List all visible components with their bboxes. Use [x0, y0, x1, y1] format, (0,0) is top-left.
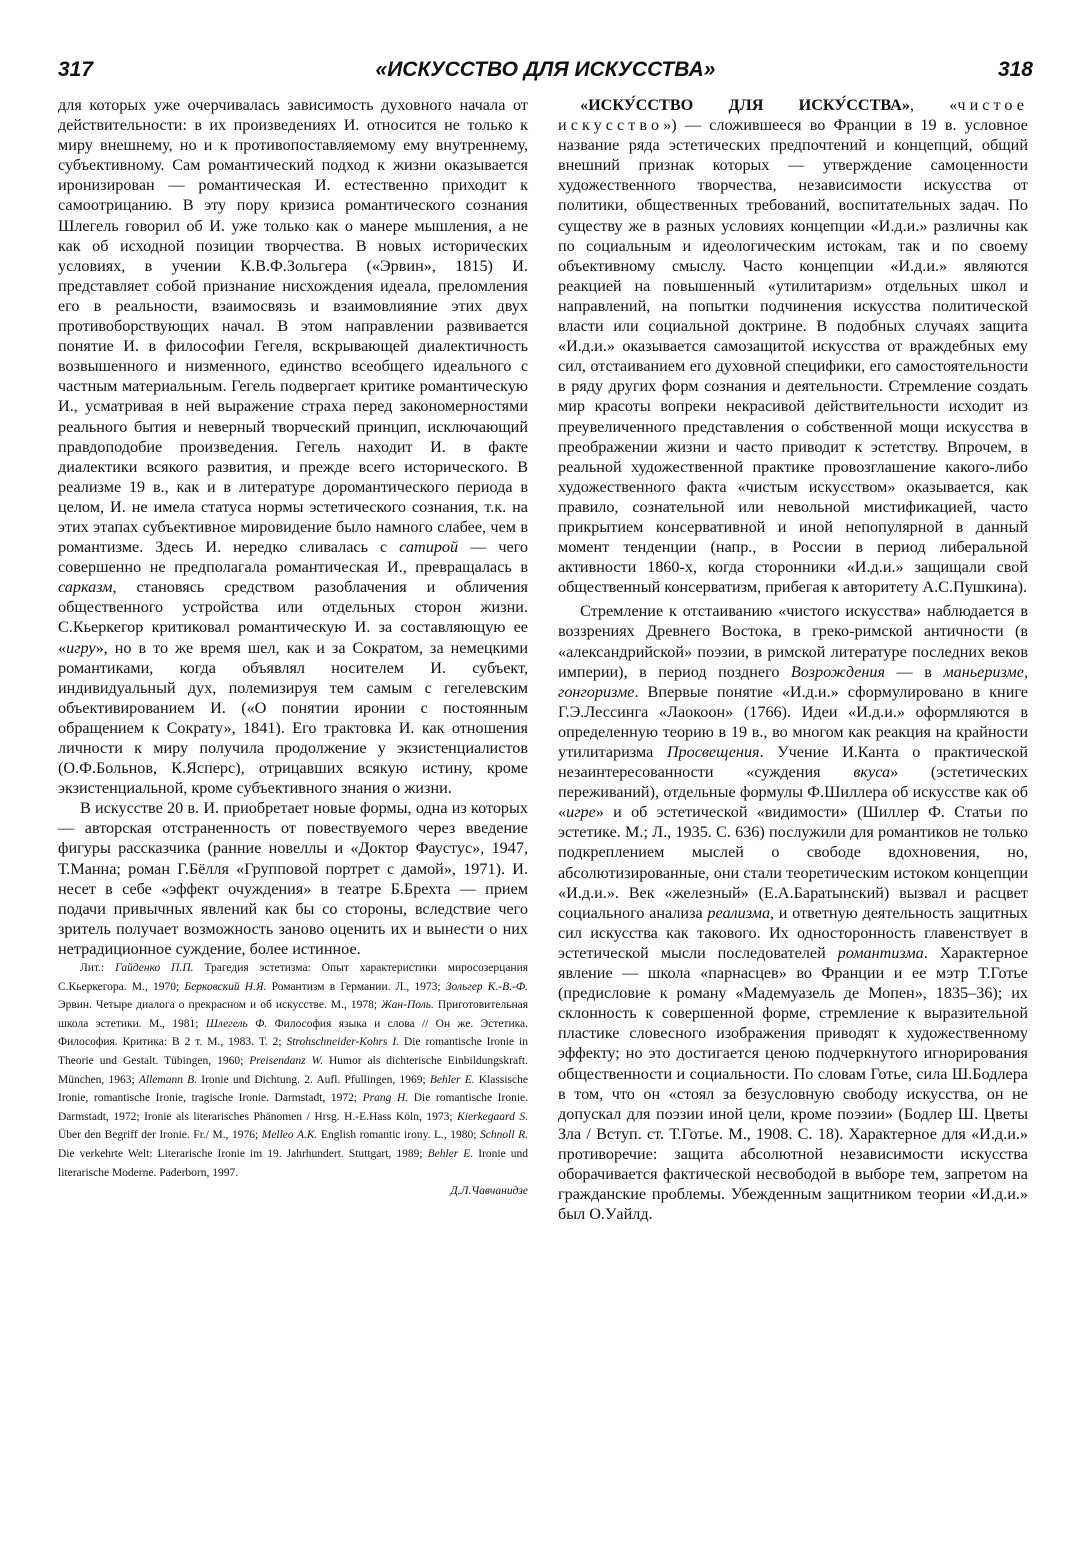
running-header: [58, 58, 1033, 92]
entry-definition-paragraph: «ИСКУ́ССТВО ДЛЯ ИСКУ́ССТВА», «чистое искусство») — сложившееся во Франции в 19 в. условное название ряда эстетических предпочтений и концепций, общий внешний признак которых — утверждение самоценности художественного творчества, независимости искусства от политики, общественных требований, воспитательных задач. По существу же в разных условиях концепции «И.д.и.» различны как по социальным и идеологическим истокам, так и по своему объективному смыслу. Часто концепции «И.д.и.» являются реакцией на повышенный «утилитаризм» отдельных школ и направлений, на попытки подчинения искусства политической власти или социальной доктрине. В подобных случаях защита «И.д.и.» оказывается самозащитой искусства от враждебных ему сил, отстаиванием его духовной специфики, его самостоятельности в ряду других форм сознания и деятельности. Стремление создать мир красоты вопреки некрасивой действительности исходит из преувеличенного представления о собственной мощи искусства в преображении жизни и часто приводит к эстетству. Впрочем, в реальной художественной практике провозглашение какого-либо художественного факта «чистым искусством» оказывается, как правило, сознательной или невольной мистификацией, часто прикрытием консервативной и иной непопулярной в данный момент тенденции (напр., в России в период либеральной активности 1860-х, когда сторонники «И.д.и.» защищали свой общественный консерватизм, прибегая к авторитету А.С.Пушкина).: [558, 96, 1029, 597]
spaced-synonym: чистое искусство: [558, 96, 1029, 135]
running-title: «ИСКУССТВО ДЛЯ ИСКУССТВА»: [375, 58, 716, 81]
history-paragraph: Стремление к отстаиванию «чистого искусства» наблюдается в воззрениях Древнего Востока, в греко-римской античности (в «александрийской» поэзии, в римской литературе последних веков империи), в период позднего Возрождения — в маньеризме, гонгоризме. Впервые понятие «И.д.и.» сформулировано в книге Г.Э.Лессинга «Лаокоон» (1766). Идеи «И.д.и.» оформляются в определенную теорию в 19 в., во многом как реакция на крайности утилитаризма Просвещения. Учение И.Канта о практической незаинтересованности «суждения вкуса» (эстетических переживаний), отдельные формулы Ф.Шиллера об искусстве как об «игре» и об эстетической «видимости» (Шиллер Ф. Статьи по эстетике. М.; Л., 1935. С. 636) послужили для романтиков не только подкреплением мыслей о свободе вдохновения, но, абсолютизированные, они стали теоретическим истоком концепции «И.д.и.». Век «железный» (Е.А.Баратынский) вызвал и расцвет социального анализа реализма, и ответную деятельность защитных сил искусства как такового. Их односторонность главенствует в эстетической мысли последователей романтизма. Характерное явление — школа «парнасцев» во Франции и ее мэтр Т.Готье (предисловие к роману «Мадемуазель де Мопен», 1835–36); их склонность к совершенной форме, стремление к выразительной пластике словесного изображения приводят к художественному эффекту; но это достигается ценою подчеркнутого игнорирования общественности и социальности. По словам Готье, сила Ш.Бодлера в том, что он «стоял за безусловную свободу искусства, он не допускал для поэзии иной цели, кроме поэзии» (Бодлер Ш. Цветы Зла / Вступ. ст. Т.Готье. М., 1908. С. 18). Характерное для «И.д.и.» противоречие: защита абсолютной независимости искусства оборачивается фактической несвободой в выборе тем, запретом на гражданские проблемы. Убежденным защитником теории «И.д.и.» был О.Уайлд.: [558, 602, 1028, 1224]
bibliography-text: Лит.: Гайденко П.П. Трагедия эстетизма: Опыт характеристики миросозерцания С.Кьеркегора. М., 1970; Берковский Н.Я. Романтизм в Германии. Л., 1973; Зольгер К.-В.-Ф. Эрвин. Четыре диалога о прекрасном и об искусстве. М., 1978; Жан-Поль. Приготовительная школа эстетики. М., 1981; Шлегель Ф. Философия языка и слова // Он же. Эстетика. Философия. Критика: В 2 т. М., 1983. Т. 2; Strohschneider-Kohrs I. Die romantische Ironie in Theorie und Gestalt. Tübingen, 1960; Preisendanz W. Humor als dichterische Einbildungskraft. München, 1963; Allemann B. Ironie und Dichtung. 2. Aufl. Pfullingen, 1969; Behler E. Klassische Ironie, romantische Ironie, tragische Ironie. Darmstadt, 1972; Prang H. Die romantische Ironie. Darmstadt, 1972; Ironie als literarisches Phänomen / Hrsg. H.-E.Hass Köln, 1973; Kierkegaard S. Über den Begriff der Ironie. Fr./ M., 1976; Melleo A.K. English romantic irony. L., 1980; Schnoll R. Die verkehrte Welt: Literarische Ironie im 19. Jahrhundert. Stuttgart, 1989; Behler E. Ironie und literarische Moderne. Paderborn, 1997.: [58, 962, 529, 1179]
bibliography: [58, 959, 528, 1201]
page-number-left: 317: [58, 58, 94, 81]
irony-continuation-paragraph: для которых уже очерчивалась зависимость духовного начала от действительности: в их произведениях И. относится не только к миру внешнему, но и к противопоставляемому ему внутреннему, субъективному. Сам романтический подход к жизни оказывается иронизирован — романтическая И. естественно приходит к самоотрицанию. В эту пору кризиса романтического сознания Шлегель говорил об И. уже только как о манере мышления, а не как об исходной позиции творчества. В новых исторических условиях, в учении К.В.Ф.Зольгера («Эрвин», 1815) И. представляет собой признание нисхождения идеала, преломления его в реальности, взаимосвязь и взаимовлияние этих двух противоборствующих начал. В этом направлении развивается понятие И. в философии Гегеля, вскрывающей диалектичность возвышенного и низменного, единство всеобщего идеального с частным материальным. Гегель подвергает критике романтическую И., усматривая в ней выражение страха перед закономерностями реального бытия и неверный творческий принцип, исключающий правдоподобие произведения. Гегель находит И. в факте диалектики всякого развития, и прежде всего исторического. В реализме 19 в., как и в литературе доромантического периода в целом, И. не имела статуса нормы эстетического сознания, т.к. на этих этапах субъективное мировидение было намного слабее, чем в романтизме. Здесь И. нередко сливалась с сатирой — чего совершенно не предполагала романтическая И., превращалась в сарказм, становясь средством разоблачения и обличения общественного устройства или отдельных сторон жизни. С.Кьеркегор критиковал романтическую И. за составляющую ее «игру», но в то же время шел, как и за Сократом, за немецкими романтиками, когда объявлял носителем И. субъект, индивидуальный дух, полемизируя тем самым с гегелевским объективированием И. («О понятии иронии с постоянным обращением к Сократу», 1841). Его трактовка И. как отношения личности к миру получила продолжение у экзистенциалистов (О.Ф.Больнов, К.Ясперс), отрицавших всякую истину, кроме экзистенциальной, кроме субъективного знания о жизни.: [58, 96, 528, 798]
page-number-right: 318: [997, 58, 1033, 81]
twentieth-century-paragraph: В искусстве 20 в. И. приобретает новые формы, одна из которых — авторская отстраненность от повествуемого через введение фигуры рассказчика (ранние новеллы и «Доктор Фаустус», 1947, Т.Манна; роман Г.Бёлля «Групповой портрет с дамой», 1971). И. несет в себе «эффект очуждения» в театре Б.Брехта — прием подачи привычных явлений как бы со стороны, вследствие чего зритель получает возможность заново оценить их и вынести о них нетрадиционное суждение, более истинное.: [58, 799, 528, 958]
article-author: Д.Л.Чавчанидзе: [450, 1185, 528, 1198]
entry-headword: «ИСКУ́ССТВО ДЛЯ ИСКУ́ССТВА»: [580, 96, 910, 114]
right-column: [558, 95, 1028, 1224]
left-column: [58, 95, 528, 1201]
